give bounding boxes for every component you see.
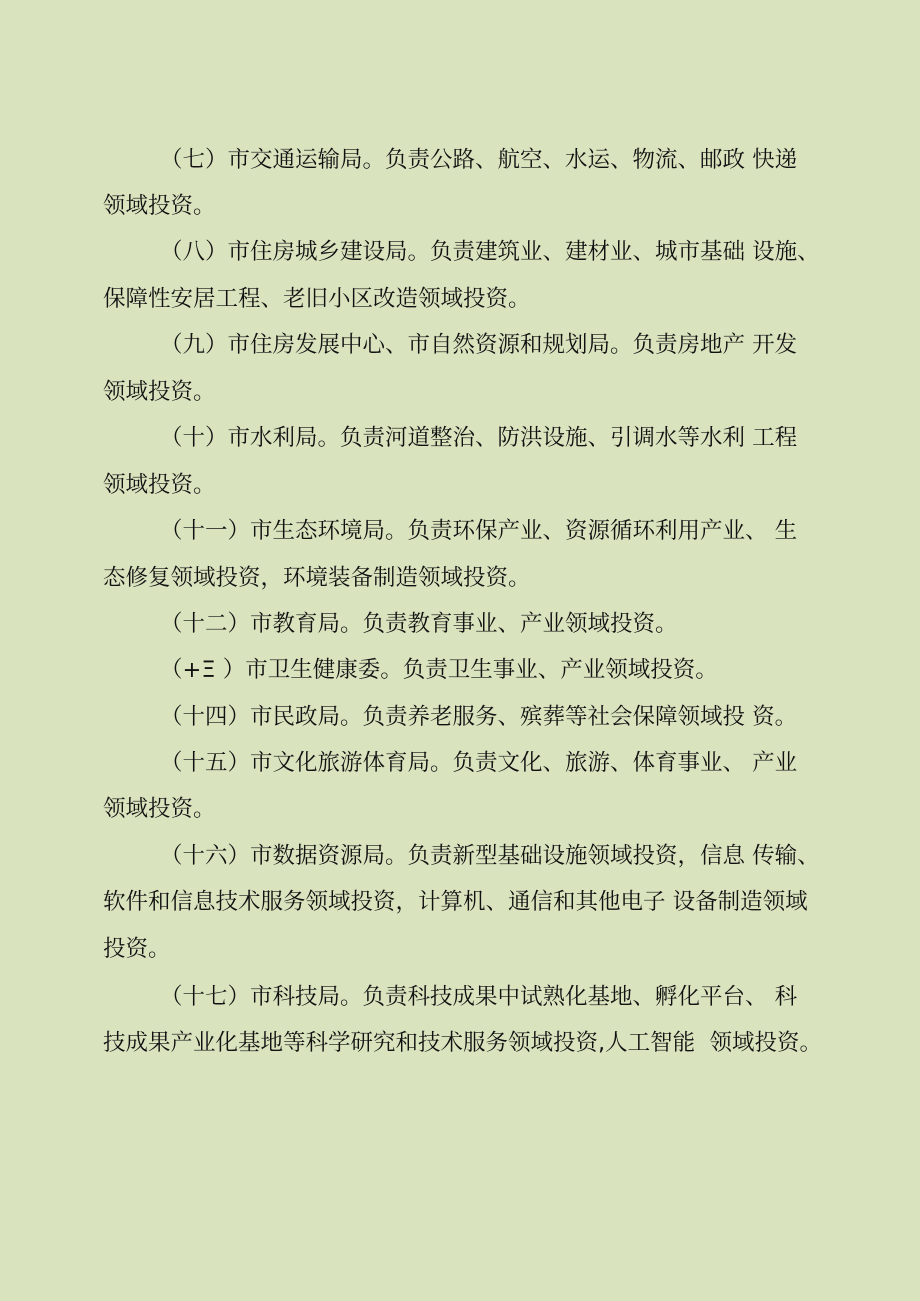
paragraph-10-line-1: （十）市水利局。负责河道整治、防洪设施、引调水等水利 工程 <box>160 425 798 451</box>
paragraph-11-line-2: 态修复领域投资，环境装备制造领域投资。 <box>103 565 531 591</box>
paragraph-16-line-3: 投资。 <box>103 936 171 962</box>
paragraph-10-line-2: 领域投资。 <box>103 472 216 498</box>
paragraph-7-line-1: （七）市交通运输局。负责公路、航空、水运、物流、邮政 快递 <box>160 147 798 173</box>
paragraph-9-line-1: （九）市住房发展中心、市自然资源和规划局。负责房地产 开发 <box>160 332 798 358</box>
paragraph-17-line-2: 技成果产业化基地等科学研究和技术服务领域投资,人工智能 领域投资。 <box>103 1030 822 1056</box>
paragraph-8-line-2: 保障性安居工程、老旧小区改造领域投资。 <box>103 286 531 312</box>
paragraph-12: （十二）市教育局。负责教育事业、产业领域投资。 <box>160 611 678 637</box>
paragraph-11-line-1: （十一）市生态环境局。负责环保产业、资源循环利用产业、 生 <box>160 518 798 544</box>
paragraph-7-line-2: 领域投资。 <box>103 193 216 219</box>
paragraph-15-line-1: （十五）市文化旅游体育局。负责文化、旅游、体育事业、 产业 <box>160 750 798 776</box>
paragraph-16-line-2: 软件和信息技术服务领域投资，计算机、通信和其他电子 设备制造领域 <box>103 889 808 915</box>
paragraph-15-line-2: 领域投资。 <box>103 796 216 822</box>
paragraph-16-line-1: （十六）市数据资源局。负责新型基础设施领域投资，信息 传输、 <box>160 843 820 869</box>
paragraph-17-line-1: （十七）市科技局。负责科技成果中试熟化基地、孵化平台、 科 <box>160 984 798 1010</box>
paragraph-8-line-1: （八）市住房城乡建设局。负责建筑业、建材业、城市基础 设施、 <box>160 239 820 265</box>
paragraph-14: （十四）市民政局。负责养老服务、殡葬等社会保障领域投 资。 <box>160 704 798 730</box>
paragraph-9-line-2: 领域投资。 <box>103 379 216 405</box>
paragraph-13: （+Ξ ）市卫生健康委。负责卫生事业、产业领域投资。 <box>160 657 718 683</box>
